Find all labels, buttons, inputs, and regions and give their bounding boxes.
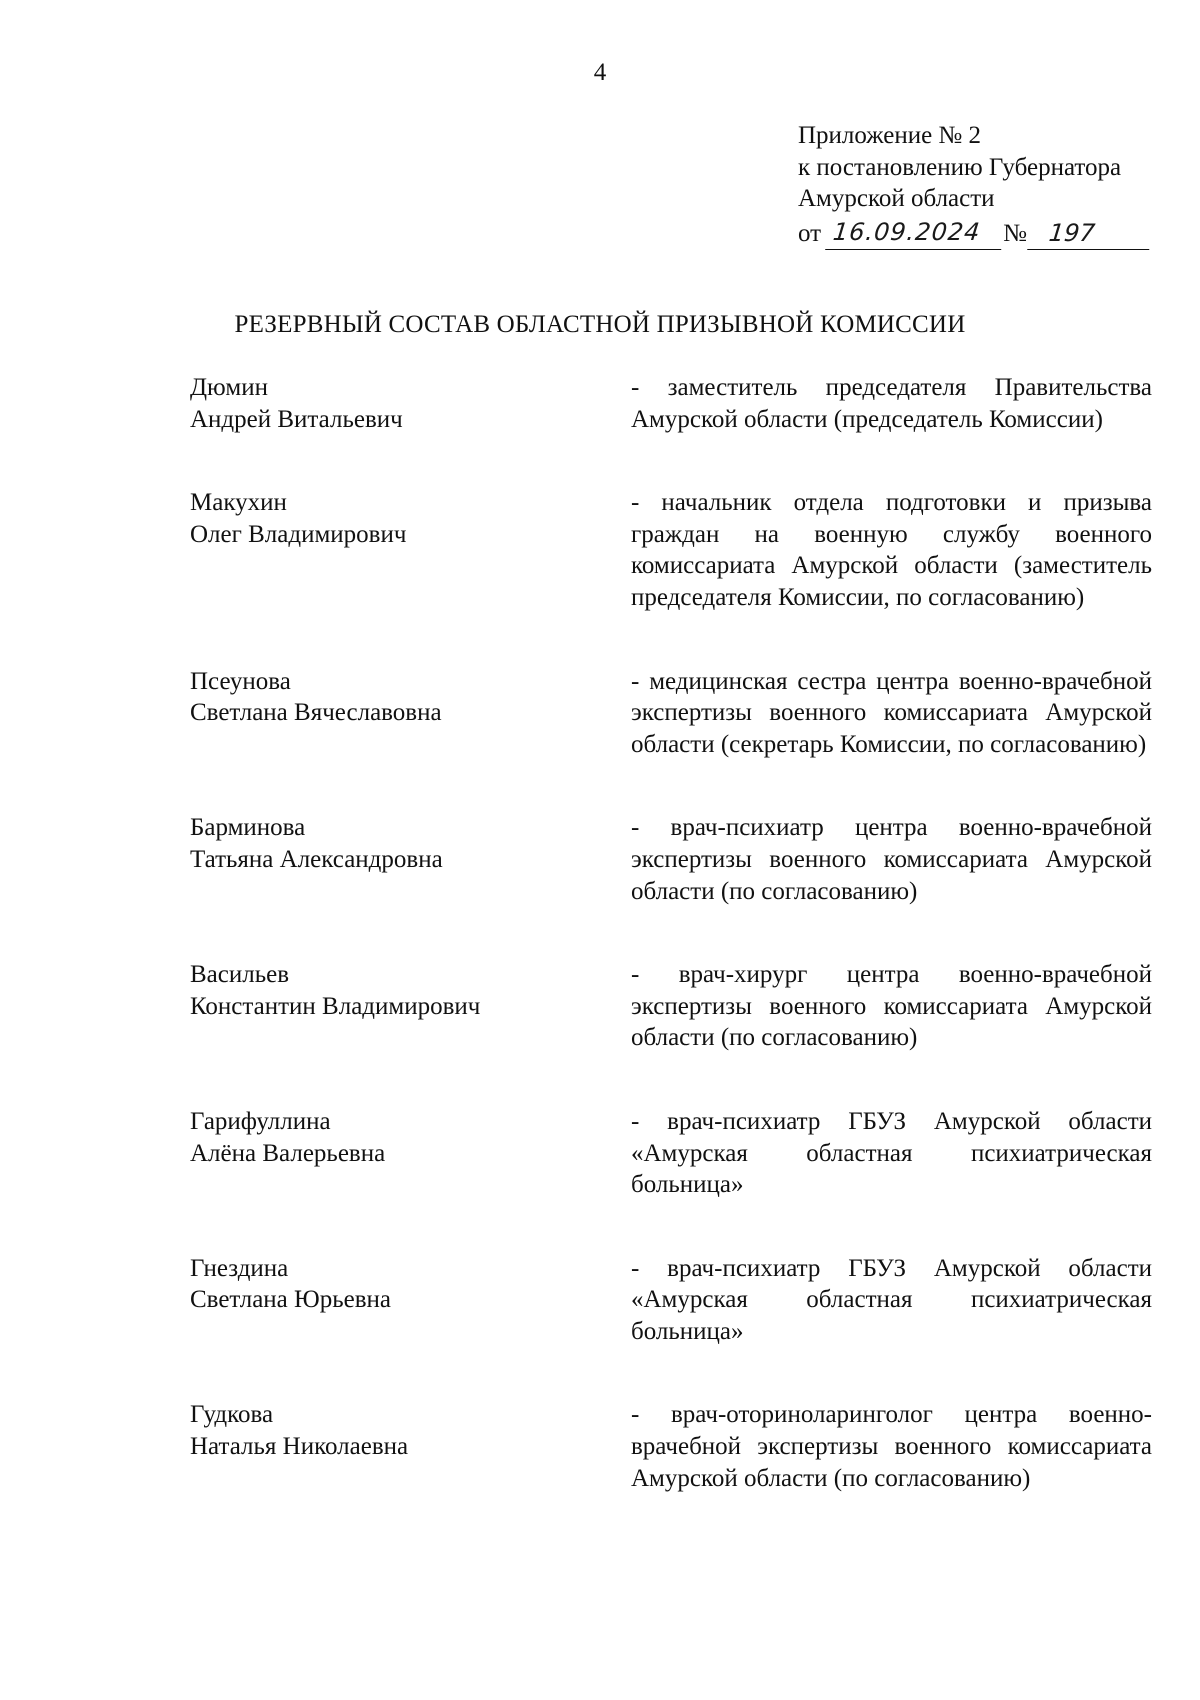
member-role: - врач-психиатр центра военно-врачебной экспертизы военного комиссариата Амурской области (по согласованию) bbox=[631, 814, 1152, 905]
member-name bbox=[190, 1253, 631, 1348]
member-given-names: Андрей Витальевич bbox=[190, 405, 403, 433]
member-role: - врач-психиатр ГБУЗ Амурской области «Амурская областная психиатрическая больница» bbox=[631, 1107, 1152, 1199]
member-surname: Барминова bbox=[190, 814, 306, 842]
member-row bbox=[190, 1106, 1152, 1201]
member-name bbox=[190, 1399, 631, 1494]
decree-date-line bbox=[798, 215, 1158, 250]
member-row bbox=[190, 372, 1152, 435]
member-name bbox=[190, 372, 631, 435]
member-role: - медицинская сестра центра военно-врачебной экспертизы военного комиссариата Амурской области (секретарь Комиссии, по согласованию) bbox=[631, 667, 1152, 758]
number-sign: № bbox=[1003, 220, 1027, 247]
member-given-names: Наталья Николаевна bbox=[190, 1433, 409, 1461]
handwritten-decree-number: 197 bbox=[1027, 216, 1153, 250]
appendix-title: Приложение № 2 bbox=[798, 122, 982, 149]
member-given-names: Татьяна Александровна bbox=[190, 845, 443, 873]
member-role: - заместитель председателя Правительства Амурской области (председатель Комиссии) bbox=[631, 374, 1152, 433]
member-name bbox=[190, 959, 631, 1054]
member-surname: Псеунова bbox=[190, 667, 291, 695]
member-given-names: Олег Владимирович bbox=[190, 520, 407, 548]
member-name bbox=[190, 812, 631, 907]
member-row bbox=[190, 959, 1152, 1054]
document-title: РЕЗЕРВНЫЙ СОСТАВ ОБЛАСТНОЙ ПРИЗЫВНОЙ КОМИССИИ bbox=[234, 311, 966, 338]
member-row bbox=[190, 487, 1152, 613]
member-row bbox=[190, 1399, 1152, 1494]
member-name bbox=[190, 1106, 631, 1201]
handwritten-date: 16.09.2024 bbox=[825, 215, 1005, 250]
member-row bbox=[190, 666, 1152, 761]
member-surname: Дюмин bbox=[190, 374, 268, 401]
member-name bbox=[190, 487, 631, 613]
member-role: - врач-хирург центра военно-врачебной экспертизы военного комиссариата Амурской области (по согласованию) bbox=[631, 961, 1152, 1052]
member-row bbox=[190, 812, 1152, 907]
member-role: - начальник отдела подготовки и призыва граждан на военную службу военного комиссариата Амурской области (заместитель председателя Комиссии, по согласованию) bbox=[631, 489, 1152, 611]
page-number: 4 bbox=[593, 59, 607, 86]
date-prefix: от bbox=[798, 220, 822, 247]
member-given-names: Константин Владимирович bbox=[190, 992, 481, 1020]
member-role: - врач-оториноларинголог центра военно-врачебной экспертизы военного комиссариата Амурской области (по согласованию) bbox=[631, 1401, 1152, 1492]
appendix-decree-reference: к постановлению Губернатора bbox=[798, 153, 1122, 181]
member-given-names: Алёна Валерьевна bbox=[190, 1139, 386, 1167]
member-given-names: Светлана Вячеславовна bbox=[190, 699, 442, 727]
member-surname: Васильев bbox=[190, 961, 290, 989]
member-row bbox=[190, 1253, 1152, 1348]
commission-members-list bbox=[190, 372, 1152, 1494]
member-given-names: Светлана Юрьевна bbox=[190, 1286, 392, 1314]
member-surname: Гнездина bbox=[190, 1254, 289, 1282]
member-name bbox=[190, 666, 631, 761]
member-role: - врач-психиатр ГБУЗ Амурской области «Амурская областная психиатрическая больница» bbox=[631, 1254, 1152, 1345]
member-surname: Макухин bbox=[190, 489, 287, 517]
appendix-region: Амурской области bbox=[798, 185, 995, 212]
appendix-header bbox=[798, 120, 1158, 250]
member-surname: Гарифуллина bbox=[190, 1107, 331, 1135]
member-surname: Гудкова bbox=[190, 1401, 274, 1429]
